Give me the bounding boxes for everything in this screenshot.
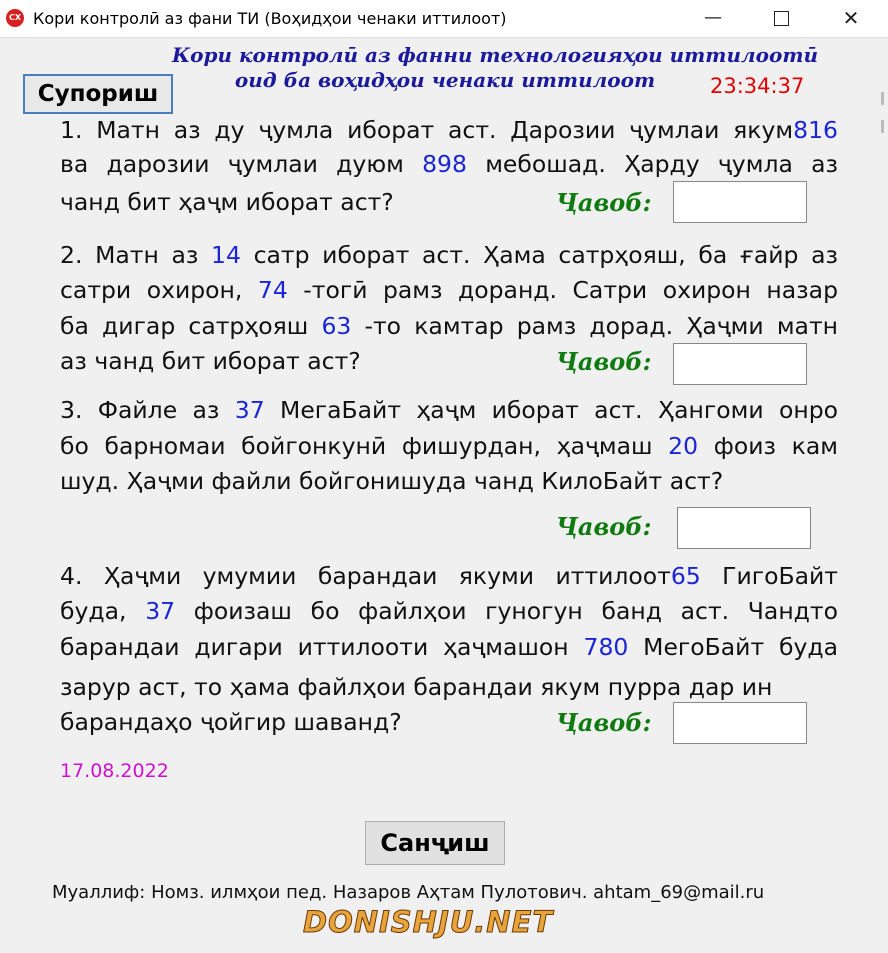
question-number-value: 816 bbox=[793, 116, 838, 144]
question-number-value: 898 bbox=[422, 150, 467, 178]
minimize-button[interactable]: — bbox=[704, 7, 722, 28]
question-3-line-1: 3. Файле аз 37 МегаБайт ҳаҷм иборат аст. Ҳангоми онро bbox=[60, 396, 838, 424]
close-button[interactable]: ✕ bbox=[842, 6, 860, 30]
maximize-icon bbox=[774, 11, 789, 26]
scrollbar-mark bbox=[881, 120, 884, 133]
title-bar bbox=[0, 0, 888, 38]
question-number-value: 780 bbox=[583, 633, 629, 661]
answer-label-3: Ҷавоб: bbox=[556, 512, 652, 541]
date-label: 17.08.2022 bbox=[60, 760, 169, 782]
question-number-value: 37 bbox=[234, 396, 265, 424]
scrollbar-mark bbox=[881, 92, 884, 105]
clock: 23:34:37 bbox=[710, 74, 805, 98]
question-number-value: 63 bbox=[321, 312, 352, 340]
answer-label-4: Ҷавоб: bbox=[556, 708, 652, 737]
question-4-line-4: зарур аст, то ҳама файлҳои барандаи якум пурра дар ин bbox=[60, 673, 773, 701]
question-3-line-3: шуд. Ҳаҷми файли бойгонишуда чанд КилоБайт аст? bbox=[60, 467, 724, 495]
question-1-line-2: ва дарозии ҷумлаи дуюм 898 мебошад. Ҳарду ҷумла аз bbox=[60, 150, 839, 178]
question-4-line-3: барандаи дигари иттилооти ҳаҷмашон 780 МегоБайт буда bbox=[60, 633, 839, 661]
answer-label-1: Ҷавоб: bbox=[556, 188, 652, 217]
maximize-button[interactable] bbox=[758, 0, 804, 37]
question-4-line-1: 4. Ҳаҷми умумии барандаи якуми иттилоот65 ГигоБайт bbox=[60, 562, 838, 590]
question-2-line-4: аз чанд бит иборат аст? bbox=[60, 347, 361, 375]
question-number-value: 37 bbox=[145, 597, 176, 625]
answer-input-1[interactable] bbox=[673, 181, 807, 223]
question-4-line-5: барандаҳо ҷойгир шаванд? bbox=[60, 708, 402, 736]
question-2-line-1: 2. Матн аз 14 сатр иборат аст. Ҳама сатрҳояш, ба ғайр аз bbox=[60, 241, 838, 269]
question-number-value: 74 bbox=[257, 276, 288, 304]
task-button[interactable]: Супориш bbox=[23, 74, 173, 114]
check-button[interactable]: Санҷиш bbox=[365, 821, 505, 865]
header-title-line2: оид ба воҳидҳои ченаки иттилоот bbox=[234, 68, 656, 92]
answer-label-2: Ҷавоб: bbox=[556, 347, 652, 376]
answer-input-2[interactable] bbox=[673, 343, 807, 385]
window-title: Кори контролӣ аз фани ТИ (Воҳидҳои ченаки иттилоот) bbox=[33, 9, 507, 28]
answer-input-4[interactable] bbox=[673, 702, 807, 744]
header-title-line1: Кори контролӣ аз фанни технологияҳои иттилоотӣ bbox=[171, 43, 819, 67]
author-line: Муаллиф: Номз. илмҳои пед. Назаров Аҳтам Пулотович. ahtam_69@mail.ru bbox=[52, 882, 765, 903]
question-2-line-3: ба дигар сатрҳояш 63 -то камтар рамз дорад. Ҳаҷми матн bbox=[60, 312, 838, 340]
question-1-line-1: 1. Матн аз ду ҷумла иборат аст. Дарозии ҷумлаи якум816 bbox=[60, 116, 838, 144]
question-1-line-3: чанд бит ҳаҷм иборат аст? bbox=[60, 188, 394, 216]
question-number-value: 20 bbox=[668, 432, 699, 460]
question-4-line-2: буда, 37 фоизаш бо файлҳои гуногун банд аст. Чандто bbox=[60, 597, 838, 625]
site-logo: DONISHJU.NET bbox=[303, 905, 554, 939]
question-3-line-2: бо барномаи бойгонкунӣ фишурдан, ҳаҷмаш 20 фоиз кам bbox=[60, 432, 838, 460]
question-number-value: 65 bbox=[670, 562, 701, 590]
question-2-line-2: сатри охирон, 74 -тогӣ рамз доранд. Сатри охирон назар bbox=[60, 276, 838, 304]
answer-input-3[interactable] bbox=[677, 507, 811, 549]
app-icon: CX bbox=[6, 9, 24, 27]
question-number-value: 14 bbox=[211, 241, 241, 269]
